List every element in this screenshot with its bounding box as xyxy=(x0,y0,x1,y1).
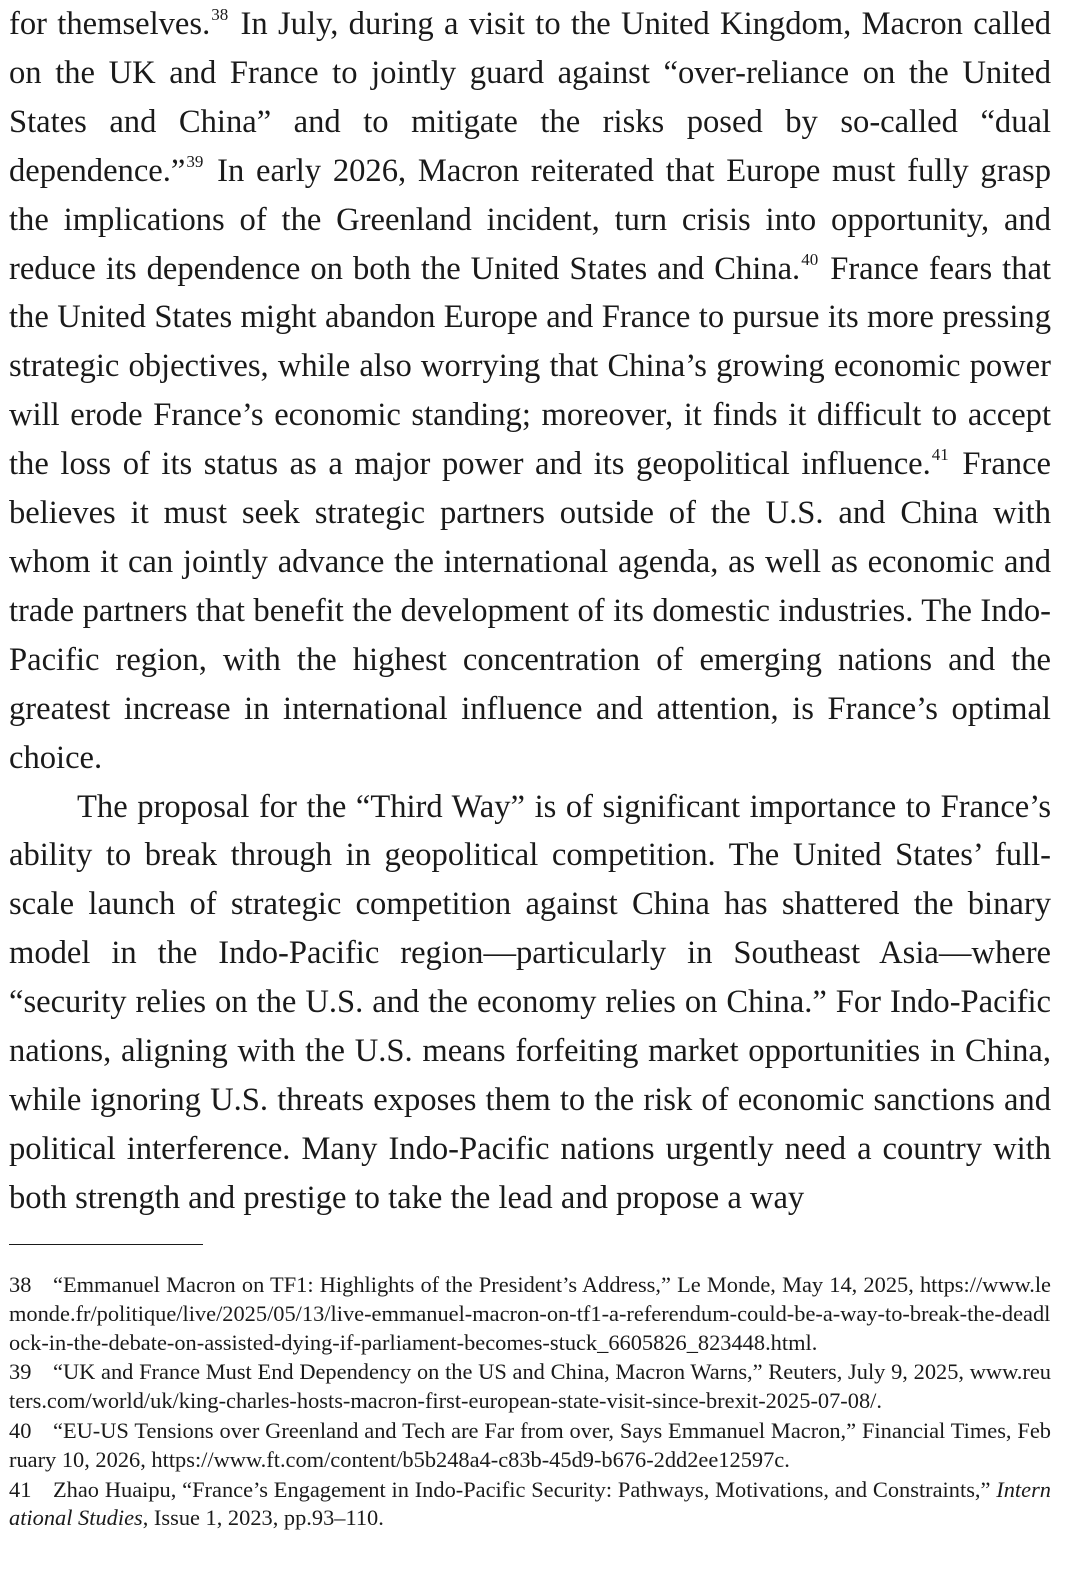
footnote-ref-40[interactable]: 40 xyxy=(801,249,819,269)
footnote-ref-39[interactable]: 39 xyxy=(186,151,204,171)
text-segment: In July, during a visit to the United Kingdom, Macron called on the UK and France to jointly guard against “over-reliance on the United States and China” and to mitigate the risks posed by so-called “dual dependence.” xyxy=(9,6,1051,189)
footnote-text: “EU-US Tensions over Greenland and Tech are Far from over, Says Emmanuel Macron,” Financial Times, February 10, 2026, https://www.ft.com/content/b5b248a4-c83b-45d9-b676-2dd2ee12597c. xyxy=(9,1417,1051,1472)
footnote-41 xyxy=(9,1476,1051,1534)
footnote-number: 40 xyxy=(9,1417,32,1443)
footnote-40 xyxy=(9,1417,1051,1475)
text-segment: In early 2026, Macron reiterated that Europe must fully grasp the implications of the Greenland incident, turn crisis into opportunity, and reduce its dependence on both the United States and China. xyxy=(9,152,1051,287)
paragraph-2 xyxy=(9,783,1051,1223)
journal-title: International Studies xyxy=(9,1476,1051,1531)
footnote-number: 39 xyxy=(9,1359,32,1385)
footnote-ref-38[interactable]: 38 xyxy=(211,5,229,24)
text-segment: France believes it must seek strategic partners outside of the U.S. and China with whom it can jointly advance the international agenda, as well as economic and trade partners that benefit the development of its domestic industries. The Indo-Pacific region, with the highest concentration of emerging nations and the greatest increase in international influence and attention, is France’s optimal choice. xyxy=(9,446,1052,776)
document-page xyxy=(9,0,1051,1584)
footnote-text: “UK and France Must End Dependency on the US and China, Macron Warns,” Reuters, July 9, 2025, www.reuters.com/world/uk/king-charles-hosts-macron-first-european-state-visit-since-brexit-2025-07-08/. xyxy=(9,1359,1051,1414)
footnote-ref-41[interactable]: 41 xyxy=(931,445,949,465)
footnote-number: 41 xyxy=(9,1476,32,1502)
text-segment: France fears that the United States might abandon Europe and France to pursue its more pressing strategic objectives, while also worrying that China’s growing economic power will erode France’s economic standing; moreover, it finds it difficult to accept the loss of its status as a major power and its geopolitical influence. xyxy=(9,250,1051,483)
footnote-separator xyxy=(9,1244,203,1245)
footnote-number: 38 xyxy=(9,1272,32,1297)
paragraph-1 xyxy=(9,0,1051,783)
footnote-text-end: , Issue 1, 2023, pp.93–110. xyxy=(142,1505,384,1531)
text-segment: for themselves. xyxy=(9,6,211,42)
footnote-39 xyxy=(9,1358,1051,1416)
body-text xyxy=(9,0,1051,1223)
footnote-text: Zhao Huaipu, “France’s Engagement in Indo-Pacific Security: Pathways, Motivations, and Constraints,” xyxy=(53,1476,997,1502)
text-segment: The proposal for the “Third Way” is of significant importance to France’s ability to break through in geopolitical competition. The United States’ full-scale launch of strategic competition against China has shattered the binary model in the Indo-Pacific region—particularly in Southeast Asia—where “security relies on the U.S. and the economy relies on China.” For Indo-Pacific nations, aligning with the U.S. means forfeiting market opportunities in China, while ignoring U.S. threats exposes them to the risk of economic sanctions and political interference. Many Indo-Pacific nations urgently need a country with both strength and prestige to take the lead and propose a way xyxy=(9,788,1051,1216)
footnotes-section xyxy=(9,1271,1051,1534)
footnote-38 xyxy=(9,1271,1051,1357)
footnote-text: “Emmanuel Macron on TF1: Highlights of the President’s Address,” Le Monde, May 14, 2025, https://www.lemonde.fr/politique/live/2025/05/13/live-emmanuel-macron-on-tf1-a-referendum-could-be-a-way-to-break-the-deadlock-in-the-debate-on-assisted-dying-if-parliament-becomes-stuck_6605826_823448.html. xyxy=(9,1272,1051,1355)
